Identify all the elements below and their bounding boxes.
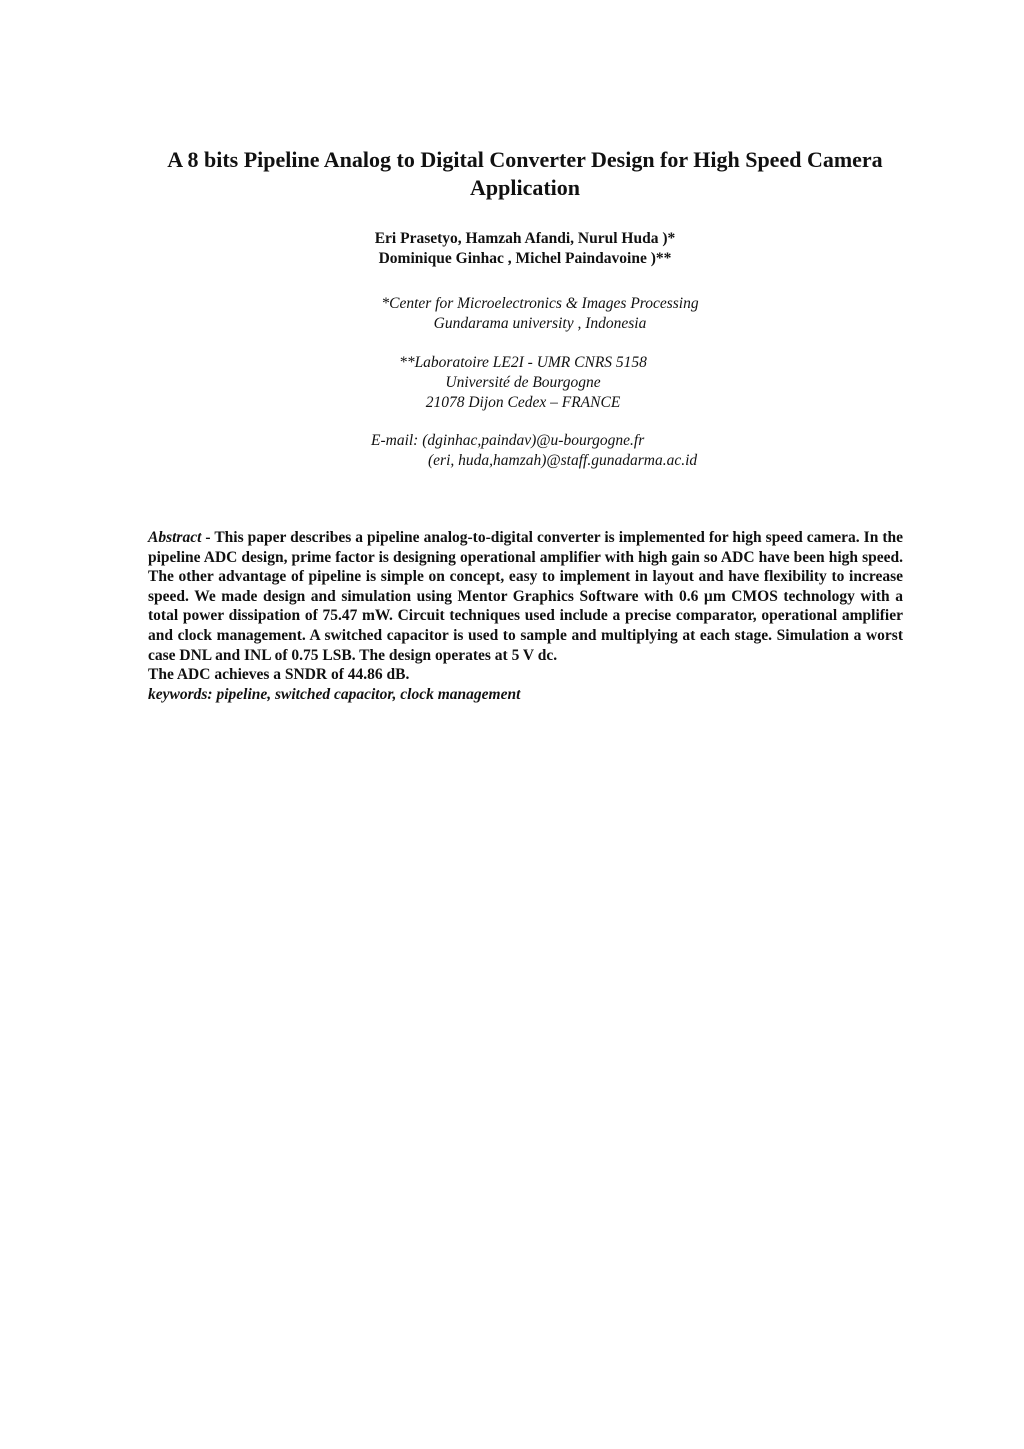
author-block xyxy=(300,229,750,269)
affiliation-line: *Center for Microelectronics & Images Processing xyxy=(381,295,699,312)
paper-title: A 8 bits Pipeline Analog to Digital Converter Design for High Speed Camera Application xyxy=(167,147,883,200)
author-line: Eri Prasetyo, Hamzah Afandi, Nurul Huda )* xyxy=(374,230,676,247)
email-line: (eri, huda,hamzah)@staff.gunadarma.ac.id xyxy=(428,452,698,469)
keywords: keywords: pipeline, switched capacitor, clock management xyxy=(148,685,521,703)
affiliation-gunadarma xyxy=(300,294,780,334)
abstract-label: Abstract xyxy=(148,529,202,546)
email-block xyxy=(371,431,791,471)
affiliation-line: **Laboratoire LE2I - UMR CNRS 5158 xyxy=(399,354,647,371)
email-line: E-mail: (dginhac,paindav)@u-bourgogne.fr xyxy=(371,432,645,449)
author-line: Dominique Ginhac , Michel Paindavoine )** xyxy=(378,250,672,267)
affiliation-le2i xyxy=(283,353,763,413)
affiliation-line: 21078 Dijon Cedex – FRANCE xyxy=(425,394,621,411)
affiliation-line: Université de Bourgogne xyxy=(445,374,601,391)
abstract xyxy=(148,528,903,704)
affiliation-line: Gundarama university , Indonesia xyxy=(433,315,647,332)
abstract-paragraph xyxy=(148,528,903,665)
abstract-text: - This paper describes a pipeline analog-to-digital converter is implemented for high speed camera. In the pipeline ADC design, prime factor is designing operational amplifier with high gain so ADC have been high speed. The other advantage of pipeline is simple on concept, easy to implement in layout and have flexibility to increase speed. We made design and simulation using Mentor Graphics Software with 0.6 µm CMOS technology with a total power dissipation of 75.47 mW. Circuit techniques used include a precise comparator, operational amplifier and clock management. A switched capacitor is used to sample and multiplying at each stage. Simulation a worst case DNL and INL of 0.75 LSB. The design operates at 5 V dc. xyxy=(148,529,903,664)
abstract-sndr: The ADC achieves a SNDR of 44.86 dB. xyxy=(148,666,410,684)
